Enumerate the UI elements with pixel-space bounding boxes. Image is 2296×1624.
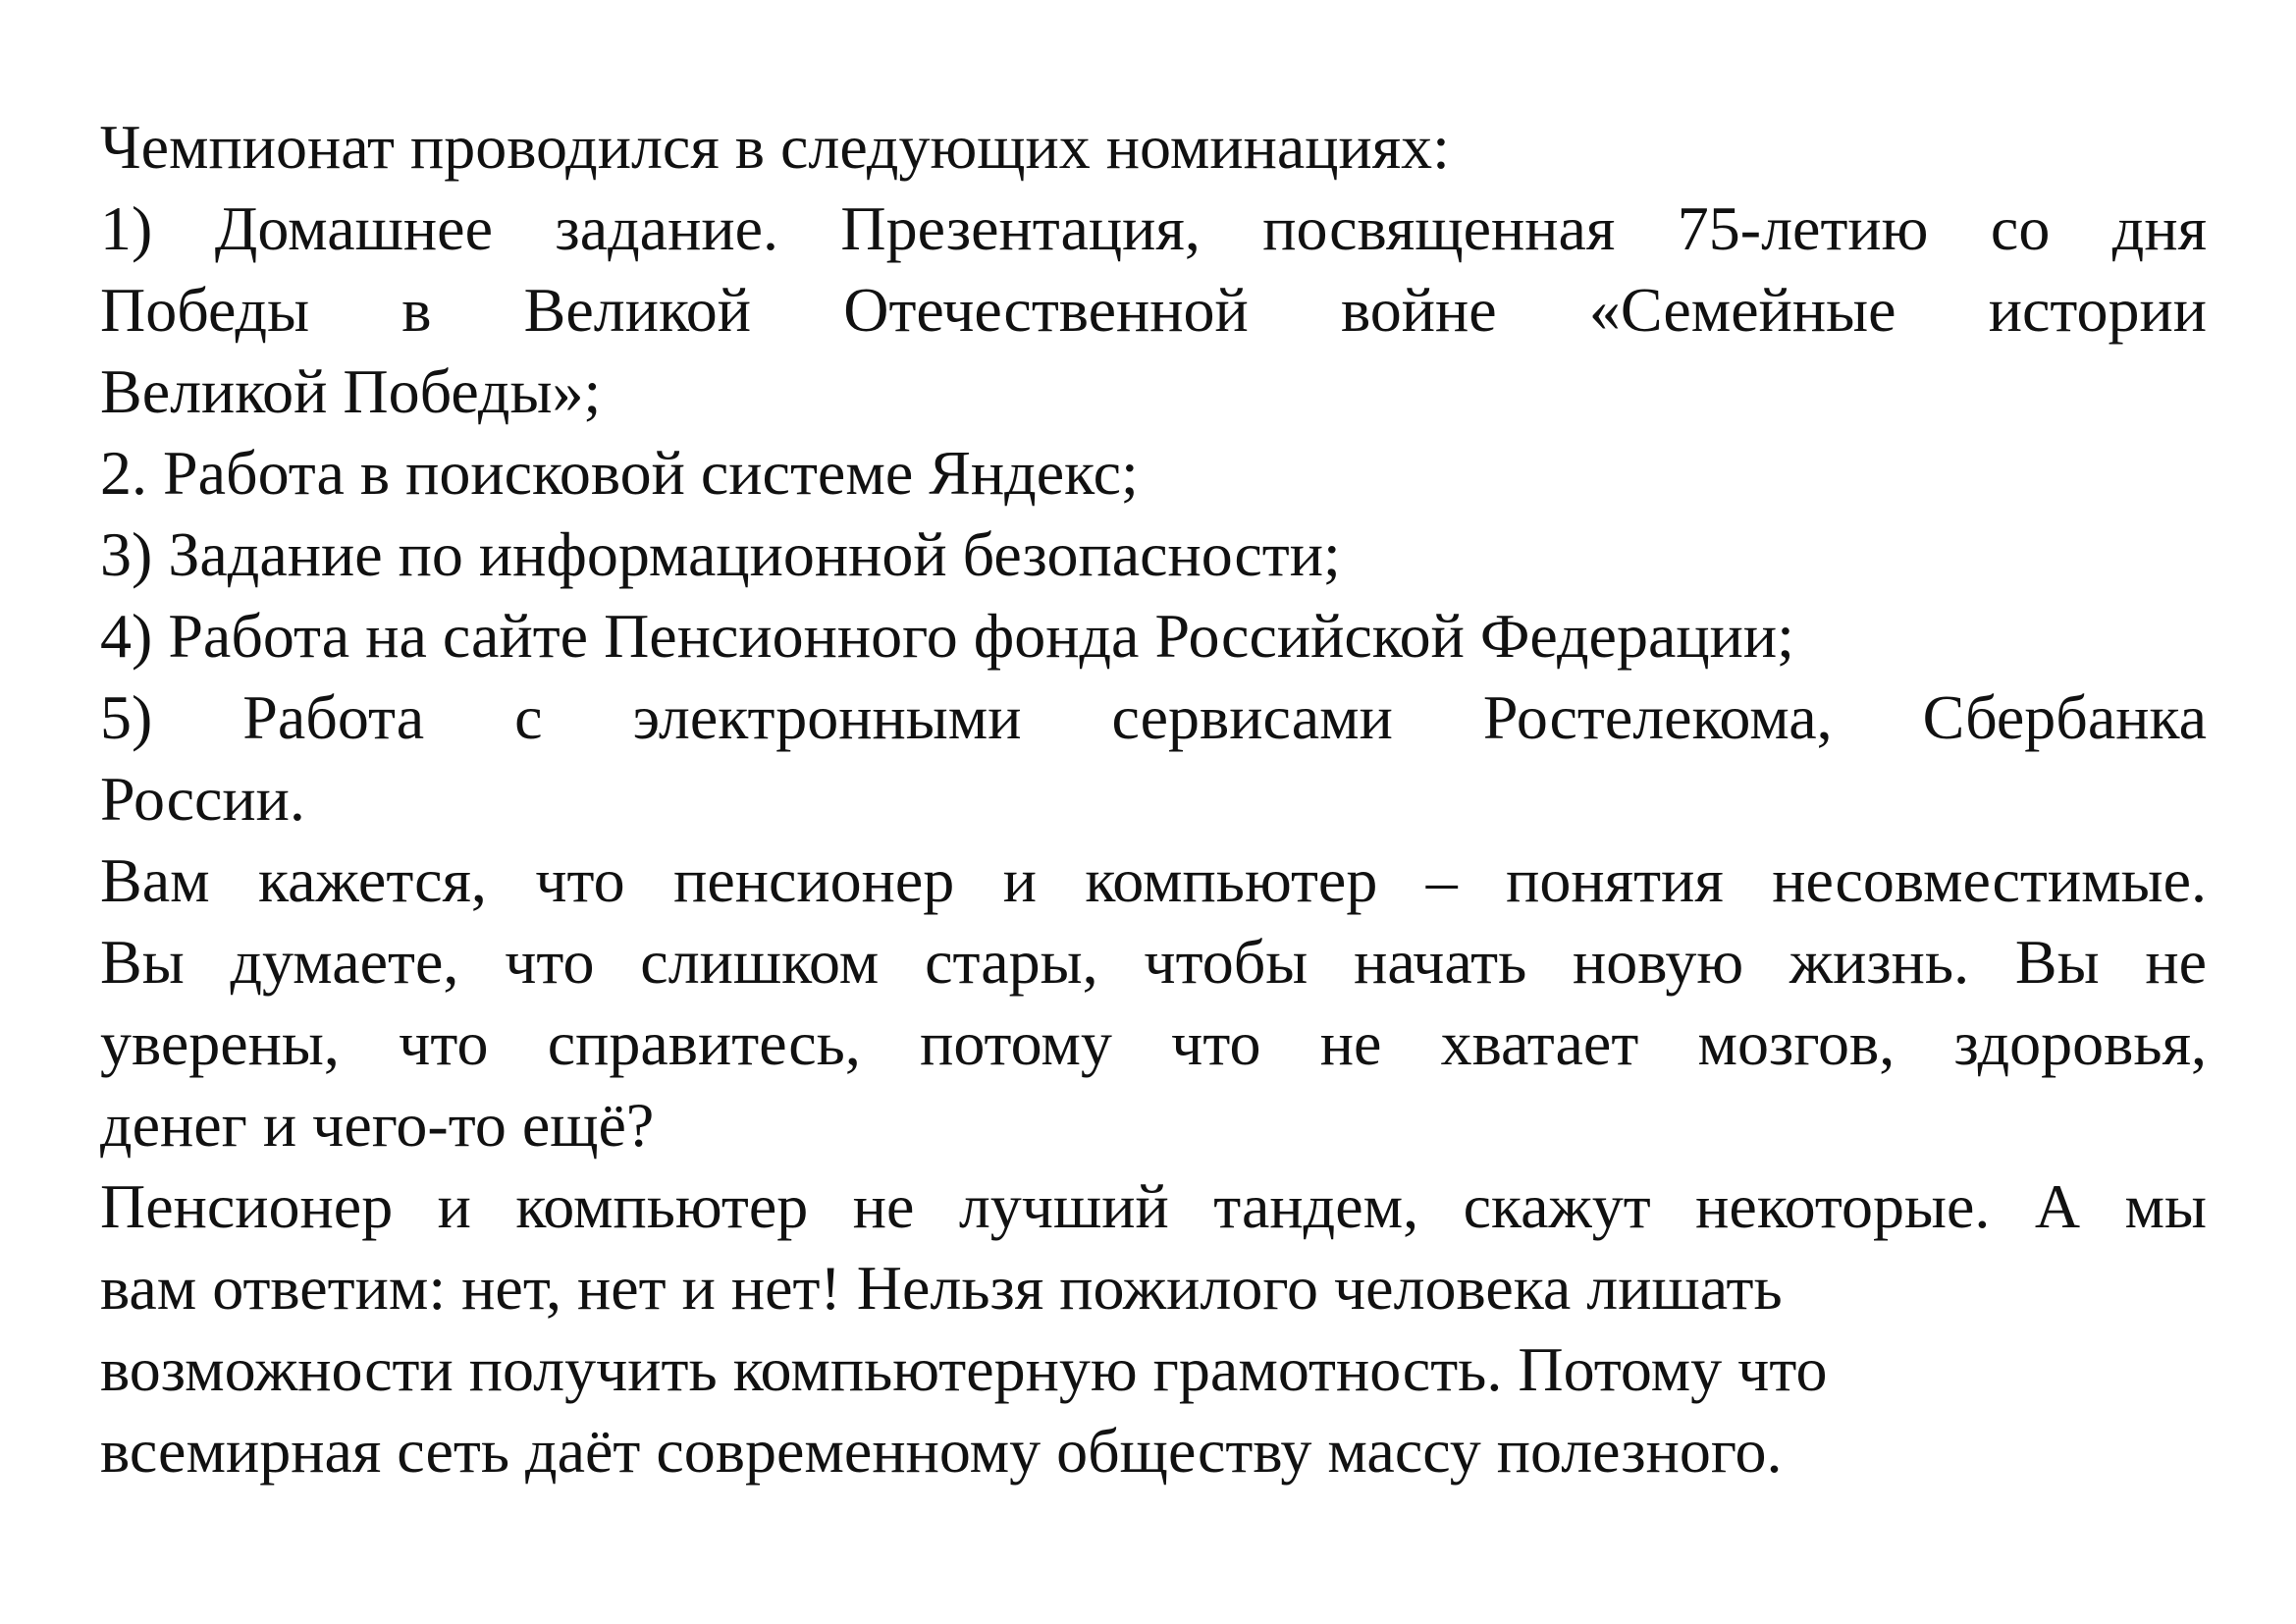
- intro-line: Чемпионат проводился в следующих номинациях:: [100, 112, 1450, 182]
- paragraph-1-line-3: уверены, что справитесь, потому что не хватает мозгов, здоровья,: [100, 1008, 2207, 1078]
- paragraph-1-line-2: Вы думаете, что слишком стары, чтобы начать новую жизнь. Вы не: [100, 927, 2207, 997]
- list-item-1-line-2: Победы в Великой Отечественной войне «Семейные истории: [100, 275, 2207, 345]
- list-item-2: 2. Работа в поисковой системе Яндекс;: [100, 438, 1139, 508]
- list-item-1-line-1: 1) Домашнее задание. Презентация, посвященная 75-летию со дня: [100, 193, 2207, 263]
- paragraph-2-line-3: возможности получить компьютерную грамотность. Потому что: [100, 1334, 1828, 1404]
- paragraph-2-line-2: вам ответим: нет, нет и нет! Нельзя пожилого человека лишать: [100, 1253, 1783, 1323]
- paragraph-1-line-1: Вам кажется, что пенсионер и компьютер – понятия несовместимые.: [100, 845, 2207, 915]
- paragraph-1: [100, 839, 2207, 1165]
- list-item-5: [100, 677, 2207, 839]
- list-item-4: 4) Работа на сайте Пенсионного фонда Российской Федерации;: [100, 601, 1794, 671]
- document-page: [100, 106, 2207, 1491]
- paragraph-1-line-4: денег и чего-то ещё?: [100, 1090, 655, 1160]
- paragraph-2: [100, 1165, 2207, 1491]
- paragraph-2-line-4: всемирная сеть даёт современному обществу массу полезного.: [100, 1416, 1783, 1486]
- list-item-3: 3) Задание по информационной безопасности;: [100, 519, 1341, 589]
- list-item-5-line-2: России.: [100, 764, 305, 834]
- paragraph-2-line-1: Пенсионер и компьютер не лучший тандем, скажут некоторые. А мы: [100, 1171, 2207, 1241]
- list-item-1-line-3: Великой Победы»;: [100, 356, 602, 426]
- list-item-1: [100, 188, 2207, 432]
- list-item-5-line-1: 5) Работа с электронными сервисами Ростелекома, Сбербанка: [100, 682, 2207, 752]
